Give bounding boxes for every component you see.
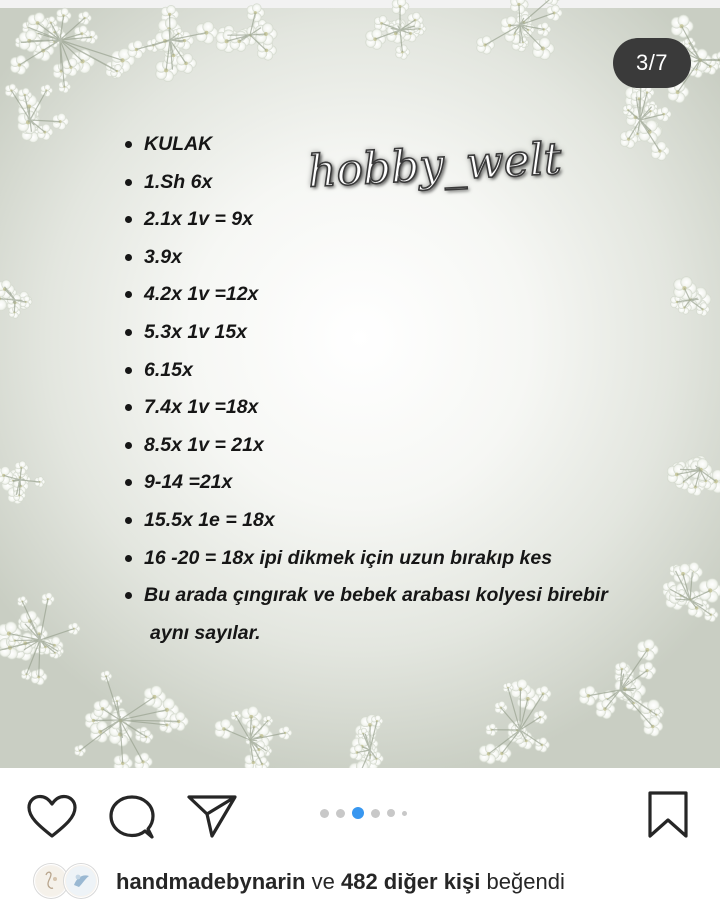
carousel-dot xyxy=(371,809,380,818)
pattern-line: 9-14 =21x xyxy=(124,466,608,504)
pattern-line: KULAK xyxy=(124,128,608,166)
carousel-dot xyxy=(402,811,407,816)
carousel-dot xyxy=(320,809,329,818)
watermark-text: hobby_welt xyxy=(307,133,563,197)
comment-bubble-icon[interactable] xyxy=(107,794,157,840)
pattern-line: 3.9x xyxy=(124,241,608,279)
pattern-line: 6.15x xyxy=(124,354,608,392)
carousel-counter-badge: 3/7 xyxy=(613,38,691,88)
pattern-line: 15.5x 1e = 18x xyxy=(124,504,608,542)
pattern-line: 16 -20 = 18x ipi dikmek için uzun bırakıp kes xyxy=(124,542,608,580)
likes-summary xyxy=(116,869,565,895)
likes-connector: ve xyxy=(312,869,335,894)
heart-icon[interactable] xyxy=(26,794,78,840)
pattern-line: 4.2x 1v =12x xyxy=(124,278,608,316)
paper-plane-icon[interactable] xyxy=(186,792,238,840)
carousel-dot xyxy=(336,809,345,818)
carousel-dot xyxy=(387,809,395,817)
pattern-line: 1.Sh 6x xyxy=(124,166,608,204)
carousel-dot-active xyxy=(352,807,364,819)
pattern-line: Bu arada çıngırak ve bebek arabası kolyesi birebir xyxy=(124,579,608,617)
pattern-line: 5.3x 1v 15x xyxy=(124,316,608,354)
liker-username-link[interactable]: handmadebynarin xyxy=(116,869,305,894)
pattern-line: 2.1x 1v = 9x xyxy=(124,203,608,241)
liker-avatar[interactable] xyxy=(34,864,68,898)
bookmark-icon[interactable] xyxy=(646,790,690,840)
liker-avatar[interactable] xyxy=(64,864,98,898)
pattern-line: 8.5x 1v = 21x xyxy=(124,429,608,467)
pattern-line: 7.4x 1v =18x xyxy=(124,391,608,429)
likes-count-link[interactable]: 482 diğer kişi xyxy=(341,869,480,894)
avatar-image xyxy=(35,865,67,897)
avatar-image xyxy=(65,865,97,897)
carousel-indicator xyxy=(320,808,414,818)
pattern-list xyxy=(124,128,608,654)
pattern-line-continuation: aynı sayılar. xyxy=(124,617,608,655)
likes-suffix: beğendi xyxy=(487,869,565,894)
